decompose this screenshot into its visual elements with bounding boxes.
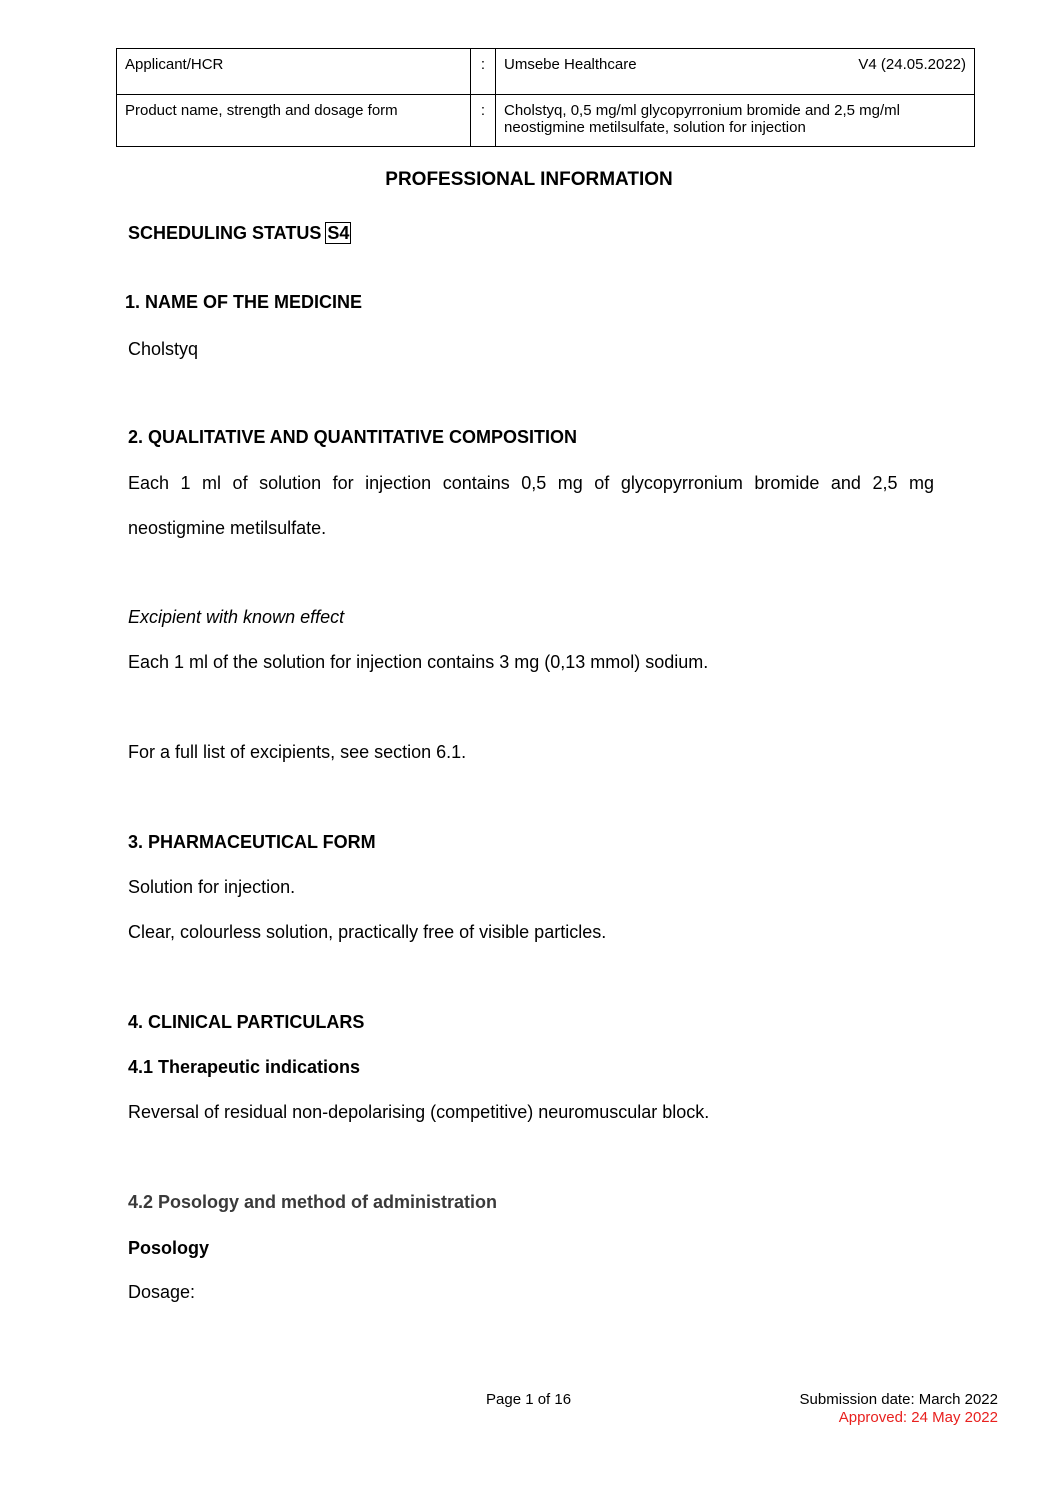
medicine-name: Cholstyq [128,339,199,359]
colon-separator: : [471,95,496,147]
version-label: V4 (24.05.2022) [858,56,966,73]
header-row-applicant [117,49,975,95]
section-1-heading: 1. NAME OF THE MEDICINE [125,292,363,312]
composition-line-2: neostigmine metilsulfate. [128,518,327,538]
header-table [116,48,975,147]
scheduling-value-box: S4 [327,223,350,243]
section-4-1-heading: 4.1 Therapeutic indications [128,1057,361,1077]
product-line-1: Cholstyq, 0,5 mg/ml glycopyrronium bromide and 2,5 mg/ml [504,102,900,119]
section-2-heading: 2. QUALITATIVE AND QUANTITATIVE COMPOSITION [128,427,577,447]
applicant-value: Umsebe Healthcare [504,56,637,73]
composition-line-1: Each 1 ml of solution for injection contains 0,5 mg of glycopyrronium bromide and 2,5 mg [128,473,934,493]
product-line-2: neostigmine metilsulfate, solution for injection [504,119,806,136]
header-row-product [117,95,975,147]
scheduling-status [128,222,351,244]
submission-date: Submission date: March 2022 [799,1391,998,1408]
excipient-list-ref: For a full list of excipients, see section 6.1. [128,742,467,762]
section-3-heading: 3. PHARMACEUTICAL FORM [128,832,376,852]
dosage-label: Dosage: [128,1282,196,1302]
approved-date: Approved: 24 May 2022 [838,1409,998,1426]
page-number: Page 1 of 16 [486,1391,572,1408]
pharmaceutical-form-line-2: Clear, colourless solution, practically free of visible particles. [128,922,607,942]
applicant-label: Applicant/HCR [117,49,471,95]
excipient-heading: Excipient with known effect [128,607,345,627]
pharmaceutical-form-line-1: Solution for injection. [128,877,296,897]
product-label: Product name, strength and dosage form [117,95,471,147]
applicant-cell [496,49,975,95]
posology-heading: Posology [128,1238,210,1258]
page-title: PROFESSIONAL INFORMATION [385,169,673,190]
scheduling-label: SCHEDULING STATUS [128,223,322,243]
section-4-2-heading: 4.2 Posology and method of administration [128,1192,498,1212]
excipient-text: Each 1 ml of the solution for injection contains 3 mg (0,13 mmol) sodium. [128,652,709,672]
colon-separator: : [471,49,496,95]
product-cell [496,95,975,147]
section-4-heading: 4. CLINICAL PARTICULARS [128,1012,365,1032]
therapeutic-indications-text: Reversal of residual non-depolarising (competitive) neuromuscular block. [128,1102,710,1122]
